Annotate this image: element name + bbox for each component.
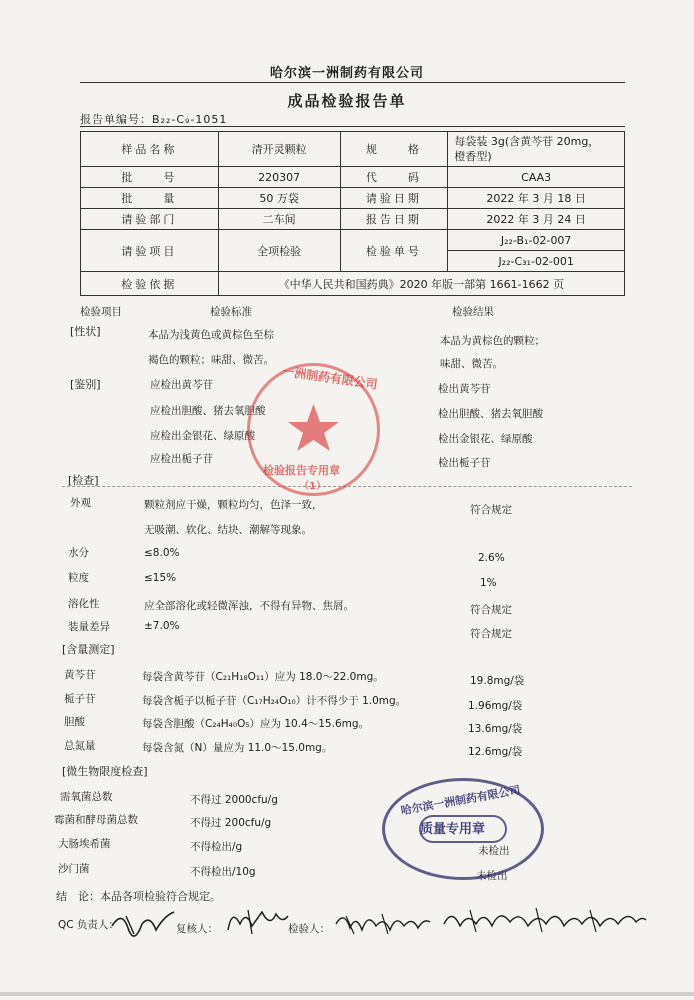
granularity-result: 1% bbox=[480, 577, 497, 589]
report-title: 成品检验报告单 bbox=[287, 92, 407, 110]
reviewer-label: 复核人： bbox=[176, 923, 218, 935]
ident-res-4: 检出栀子苷 bbox=[438, 457, 491, 469]
req-items-label: 请验项目 bbox=[81, 230, 219, 272]
batch-qty: 50 万袋 bbox=[218, 188, 340, 209]
properties-res-2: 味甜、微苦。 bbox=[440, 358, 503, 370]
report-date-label: 报告日期 bbox=[340, 209, 448, 230]
batch-no-label: 批 号 bbox=[81, 167, 219, 188]
inspector-label: 检验人： bbox=[288, 923, 330, 935]
ecoli-std: 不得检出/g bbox=[190, 841, 243, 853]
ecoli-label: 大肠埃希菌 bbox=[58, 838, 111, 850]
geniposide-result: 1.96mg/袋 bbox=[468, 700, 523, 712]
spec-line-2: 橙香型) bbox=[454, 150, 492, 163]
ident-res-1: 检出黄芩苷 bbox=[438, 383, 491, 395]
req-dept-label: 请验部门 bbox=[81, 209, 219, 230]
req-items: 全项检验 bbox=[218, 230, 340, 272]
report-number-rule bbox=[80, 126, 625, 127]
col-header-item: 检验项目 bbox=[80, 306, 122, 318]
appearance-result: 符合规定 bbox=[470, 504, 512, 516]
granularity-std: ≤15% bbox=[144, 572, 177, 584]
ident-std-3: 应检出金银花、绿原酸 bbox=[150, 430, 255, 442]
granularity-label: 粒度 bbox=[68, 572, 89, 584]
ecoli-result: 未检出 bbox=[478, 845, 510, 857]
mold-label: 霉菌和酵母菌总数 bbox=[54, 814, 138, 826]
req-dept: 二车间 bbox=[218, 209, 340, 230]
sample-name-label: 样品名称 bbox=[81, 132, 219, 167]
salmonella-std: 不得检出/10g bbox=[190, 866, 256, 878]
qc-label: QC 负责人： bbox=[58, 919, 119, 931]
aerobic-label: 需氧菌总数 bbox=[60, 791, 113, 803]
red-stamp-top-text: 一洲制药有限公司 bbox=[281, 364, 379, 392]
water-label: 水分 bbox=[68, 547, 89, 559]
info-row-basis bbox=[81, 272, 625, 296]
code-label: 代 码 bbox=[340, 167, 448, 188]
info-table bbox=[80, 131, 625, 296]
nitrogen-label: 总氮量 bbox=[64, 740, 96, 752]
reviewer-signature bbox=[222, 904, 290, 938]
appearance-label: 外观 bbox=[70, 497, 91, 509]
section-microbe: [微生物限度检查] bbox=[62, 765, 148, 778]
water-result: 2.6% bbox=[478, 552, 505, 564]
section-properties: [性状] bbox=[70, 325, 101, 338]
sample-name: 清开灵颗粒 bbox=[218, 132, 340, 167]
info-row-qty bbox=[81, 188, 625, 209]
water-std: ≤8.0% bbox=[144, 547, 180, 559]
section-inspection: [检查] bbox=[68, 474, 99, 487]
appearance-std-1: 颗粒剂应干燥，颗粒均匀，色泽一致， bbox=[144, 499, 323, 511]
info-row-dept bbox=[81, 209, 625, 230]
company-name: 哈尔滨一洲制药有限公司 bbox=[269, 66, 424, 81]
bottom-edge bbox=[0, 992, 694, 996]
blue-stamp-top-text: 哈尔滨一洲制药有限公司 bbox=[399, 783, 522, 818]
code-value: CAA3 bbox=[448, 167, 625, 188]
mold-std: 不得过 200cfu/g bbox=[190, 817, 272, 829]
solubility-std: 应全部溶化或轻微浑浊，不得有异物、焦屑。 bbox=[144, 600, 354, 612]
report-number: 报告单编号：B₂₂-C₉-1051 bbox=[80, 113, 228, 126]
properties-std-2: 褐色的颗粒；味甜、微苦。 bbox=[148, 354, 274, 366]
spec-label: 规 格 bbox=[340, 132, 448, 167]
solubility-result: 符合规定 bbox=[470, 604, 512, 616]
info-row-sample bbox=[81, 132, 625, 167]
properties-res-1: 本品为黄棕色的颗粒； bbox=[440, 335, 545, 347]
ident-res-2: 检出胆酸、猪去氧胆酸 bbox=[438, 408, 543, 420]
weight-std: ±7.0% bbox=[144, 620, 180, 632]
properties-std-1: 本品为浅黄色或黄棕色至棕 bbox=[148, 329, 274, 341]
nitrogen-result: 12.6mg/袋 bbox=[468, 746, 523, 758]
weight-label: 装量差异 bbox=[68, 621, 110, 633]
col-header-standard: 检验标准 bbox=[210, 306, 252, 318]
salmonella-label: 沙门菌 bbox=[58, 863, 90, 875]
blue-stamp-center-text: 质量专用章 bbox=[420, 822, 486, 837]
ident-std-4: 应检出栀子苷 bbox=[150, 453, 213, 465]
baicalin-std: 每袋含黄芩苷（C₂₁H₁₈O₁₁）应为 18.0～22.0mg。 bbox=[142, 671, 384, 683]
spec-value bbox=[448, 132, 625, 167]
req-no-2: J₂₂-C₃₁-02-001 bbox=[448, 251, 625, 272]
cholic-std: 每袋含胆酸（C₂₄H₄₀O₅）应为 10.4～15.6mg。 bbox=[142, 718, 370, 730]
info-row-items bbox=[81, 230, 625, 251]
section-identification: [鉴别] bbox=[70, 378, 101, 391]
baicalin-result: 19.8mg/袋 bbox=[470, 675, 525, 687]
red-stamp-number: （1） bbox=[299, 481, 326, 492]
basis-label: 检验依据 bbox=[81, 272, 219, 296]
aerobic-std: 不得过 2000cfu/g bbox=[190, 794, 278, 806]
section-assay: [含量测定] bbox=[62, 643, 115, 656]
cholic-result: 13.6mg/袋 bbox=[468, 723, 523, 735]
req-date-label: 请验日期 bbox=[340, 188, 448, 209]
conclusion: 结 论：本品各项检验符合规定。 bbox=[56, 890, 221, 903]
header-rule bbox=[80, 82, 625, 83]
baicalin-label: 黄芩苷 bbox=[64, 669, 96, 681]
basis-value: 《中华人民共和国药典》2020 年版一部第 1661-1662 页 bbox=[218, 272, 624, 296]
ident-std-1: 应检出黄芩苷 bbox=[150, 379, 213, 391]
inspector-signature-1 bbox=[332, 908, 432, 938]
red-stamp-bottom-text: 检验报告专用章 bbox=[263, 464, 340, 477]
qc-signature bbox=[108, 906, 178, 940]
salmonella-result: 未检出 bbox=[476, 870, 508, 882]
geniposide-std: 每袋含栀子以栀子苷（C₁₇H₂₄O₁₀）计不得少于 1.0mg。 bbox=[142, 695, 407, 707]
inspector-signature-2 bbox=[440, 904, 650, 938]
batch-qty-label: 批 量 bbox=[81, 188, 219, 209]
info-row-batch bbox=[81, 167, 625, 188]
req-date: 2022 年 3 月 18 日 bbox=[448, 188, 625, 209]
spec-line-1: 每袋装 3g(含黄芩苷 20mg， bbox=[454, 135, 600, 148]
batch-no: 220307 bbox=[218, 167, 340, 188]
ident-res-3: 检出金银花、绿原酸 bbox=[438, 433, 533, 445]
solubility-label: 溶化性 bbox=[68, 598, 100, 610]
req-no-label: 检验单号 bbox=[340, 230, 448, 272]
report-date: 2022 年 3 月 24 日 bbox=[448, 209, 625, 230]
nitrogen-std: 每袋含氮（N）量应为 11.0～15.0mg。 bbox=[142, 742, 333, 754]
req-no-1: J₂₂-B₁-02-007 bbox=[448, 230, 625, 251]
appearance-std-2: 无吸潮、软化、结块、潮解等现象。 bbox=[144, 524, 312, 536]
ident-std-2: 应检出胆酸、猪去氧胆酸 bbox=[150, 405, 266, 417]
col-header-result: 检验结果 bbox=[452, 306, 494, 318]
geniposide-label: 栀子苷 bbox=[64, 693, 96, 705]
weight-result: 符合规定 bbox=[470, 628, 512, 640]
cholic-label: 胆酸 bbox=[64, 716, 85, 728]
